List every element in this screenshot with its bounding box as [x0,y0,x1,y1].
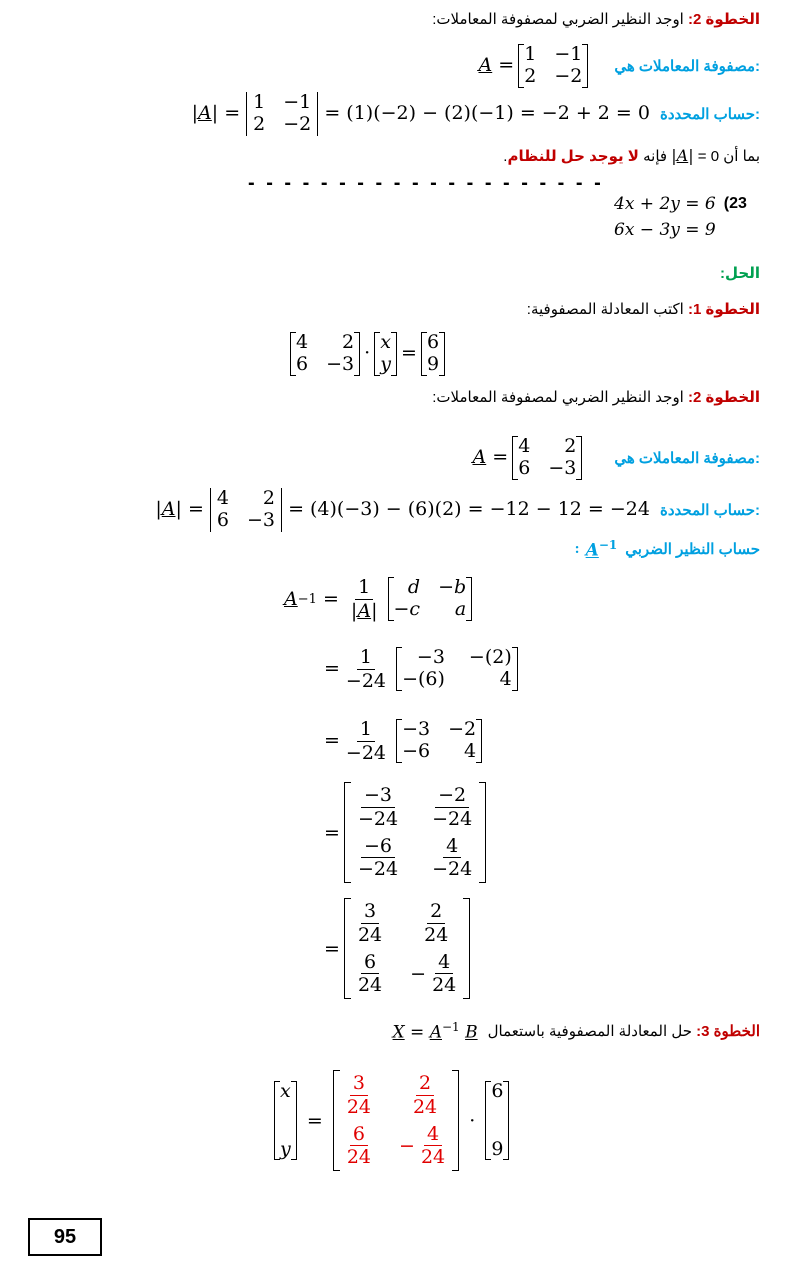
prev-coef-matrix: 1 −1 2 −2 [520,44,586,88]
page-number: 95 [28,1218,102,1256]
final-equation: x y = $\frac{3}{24}$ $\frac{2}{24}$ $\frac{6}{24}$ − $\frac{4}{24}$ · 6 9 [276,1070,507,1171]
det-line [155,488,760,532]
prev-step2-line [432,10,760,28]
coef-line [472,436,760,480]
step-text: اوجد النظير الضربي لمصفوفة المعاملات: [432,11,689,28]
equation-2: 6x − 3y = 9 [614,220,716,240]
prev-det-eq: |A| = 1 −1 2 −2 = (1)(−2) − (2)(−1) = −2 + 2 = 0 [191,91,650,135]
coef-label: مصفوفة المعاملات هي: [614,449,760,467]
det-label: حساب المحددة: [659,501,760,519]
inverse-step-2: = $\frac{1}{-24}$ −3 −2 −6 4 [324,718,480,765]
step2-line: الخطوة 2: اوجد النظير الضربي لمصفوفة المعاملات: [432,389,760,406]
inverse-step-1: = $\frac{1}{-24}$ −3 −(2) −(6) 4 [324,646,516,693]
inverse-step-3: = $\frac{-3}{-24}$ $\frac{-2}{-24}$ $\frac{-6}{-24}$ $\frac{4}{-24}$ [324,782,484,883]
coef-eq: A = 4 2 6 −3 [472,436,580,480]
step1-line: الخطوة 1: اكتب المعادلة المصفوفية: [526,301,760,318]
section-divider: - - - - - - - - - - - - - - - - - - - - [248,172,604,194]
step3-line: $X = A^{-1}$ B الخطوة 3: حل المعادلة المصفوفية باستعمال [392,1020,760,1043]
prev-coef-label: مصفوفة المعاملات هي: [614,57,760,75]
problem-number: (23 [723,195,747,212]
step-label: الخطوة 2: [688,11,760,28]
prev-conclusion: بما أن 0 = |A| فإنه لا يوجد حل للنظام. [503,146,760,165]
solution-label: الحل: [720,265,760,282]
matrix-equation: 4 2 6 −3 · x y = 6 9 [292,332,443,376]
prev-det-label: حساب المحددة: [659,105,760,123]
problem-23 [614,194,747,240]
equation-1: 4x + 2y = 6 [614,194,716,214]
det-eq: |A| = 4 2 6 −3 = (4)(−3) − (6)(2) = −12 − 12 = −24 [155,487,650,531]
prev-det-line [192,92,760,136]
inverse-heading: : $A^{-1}$ حساب النظير الضربي [574,538,760,561]
inverse-formula: A −1 = $\frac{1}{|A|}$ d −b −c a [284,576,470,623]
inverse-step-4: = $\frac{3}{24}$ $\frac{2}{24}$ $\frac{6}{24}$ − $\frac{4}{24}$ [324,898,468,999]
prev-coef-line [478,44,760,88]
prev-coef-eq: A = 1 −1 2 −2 [478,44,586,88]
